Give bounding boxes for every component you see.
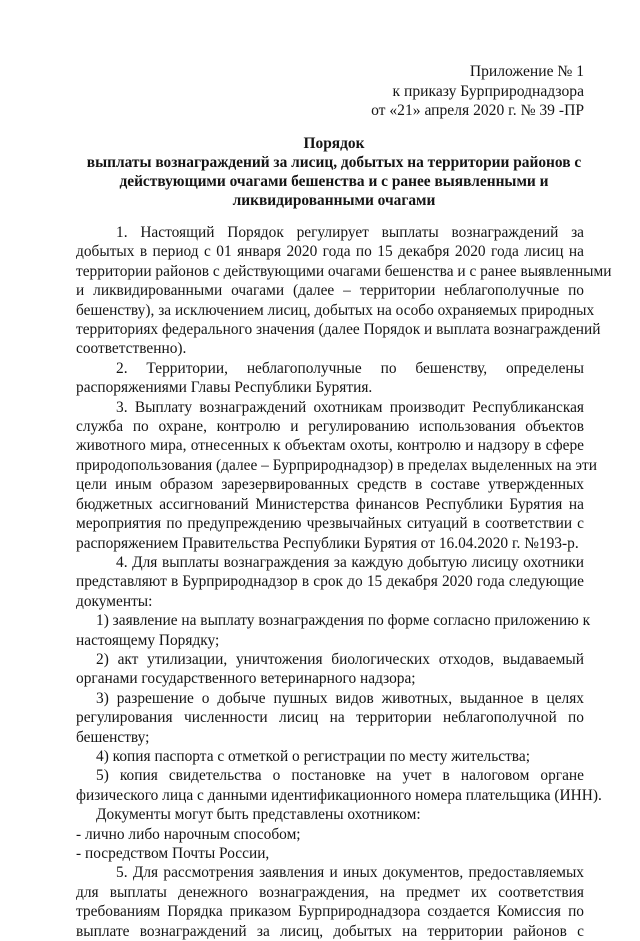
- paragraph-3: [76, 398, 597, 553]
- document-body: [76, 223, 612, 941]
- paragraph-line: 5. Для рассмотрения заявления и иных документов, предоставляемых: [116, 864, 584, 882]
- document-item-4: [76, 747, 584, 766]
- paragraph-line: соответственно).: [76, 340, 187, 358]
- item-line: бешенству;: [76, 728, 150, 746]
- paragraph-line: добытых в период с 01 января 2020 года по 15 декабря 2020 года лисиц на: [76, 243, 584, 261]
- document-title: [76, 134, 592, 210]
- paragraph-line: 4. Для выплаты вознаграждения за каждую добытую лисицу охотники: [116, 553, 584, 571]
- paragraph-line: мероприятия по предупреждению чрезвычайных ситуаций в соответствии с: [76, 515, 584, 533]
- item-line: физического лица с данными идентификационного номера плательщика (ИНН).: [76, 786, 602, 804]
- document-item-5: [76, 766, 602, 805]
- item-line: 3) разрешение о добыче пушных видов животных, выданное в целях: [96, 689, 584, 707]
- paragraph-line: служба по охране, контролю и регулированию использования объектов: [76, 418, 584, 436]
- paragraph-line: бюджетных ассигнований Министерства финансов Республики Бурятия на: [76, 495, 584, 513]
- document-item-2: [76, 650, 584, 689]
- document-item-3: [76, 689, 584, 747]
- item-line: 1) заявление на выплату вознаграждения по форме согласно приложению к: [96, 612, 591, 630]
- paragraph-line: цели иным образом зарезервированных средств в составе утвержденных: [76, 476, 584, 494]
- order-reference: к приказу Бурприроднадзора: [392, 83, 584, 100]
- paragraph-line: для выплаты денежного вознаграждения, на предмет их соответствия: [76, 883, 584, 901]
- document-item-1: [76, 611, 591, 650]
- paragraph-line: территориях федерального значения (далее Порядок и выплата вознаграждений: [76, 321, 601, 339]
- paragraph-line: бешенству), за исключением лисиц, добытых на особо охраняемых природных: [76, 301, 595, 319]
- paragraph-line: документы:: [76, 592, 153, 610]
- item-line: 4) копия паспорта с отметкой о регистрации по месту жительства;: [96, 747, 530, 765]
- item-line: регулирования численности лисиц на территории неблагополучной по: [76, 709, 584, 727]
- paragraph-line: распоряжениями Главы Республики Бурятия.: [76, 379, 373, 397]
- paragraph-line: 1. Настоящий Порядок регулирует выплаты вознаграждений за: [116, 224, 584, 241]
- title-line-1: Порядок: [303, 135, 365, 152]
- paragraph-line: и ликвидированными очагами (далее – территории неблагополучные по: [76, 282, 584, 300]
- item-line: 2) акт утилизации, уничтожения биологических отходов, выдаваемый: [96, 650, 584, 668]
- paragraph-1: [76, 223, 612, 359]
- title-line-3: действующими очагами бешенства и с ранее выявленными и: [119, 173, 549, 190]
- paragraph-2: [76, 359, 584, 398]
- title-line-2: выплаты вознаграждений за лисиц, добытых на территории районов с: [86, 154, 582, 171]
- order-date-number: от «21» апреля 2020 г. № 39 -ПР: [371, 102, 584, 119]
- paragraph-line: требованиям Порядка приказом Бурприроднадзора создается Комиссия по: [76, 903, 584, 921]
- paragraph-line: 3. Выплату вознаграждений охотникам производит Республиканская: [116, 398, 584, 416]
- paragraph-line: территории районов с действующими очагами бешенства и с ранее выявленными: [76, 262, 612, 280]
- paragraph-line: распоряжением Правительства Республики Бурятия от 16.04.2020 г. №193-р.: [76, 534, 579, 552]
- item-line: настоящему Порядку;: [76, 631, 220, 649]
- paragraph-line: 2. Территории, неблагополучные по бешенству, определены: [116, 359, 584, 377]
- paragraph-5: [76, 863, 584, 941]
- appendix-label: Приложение № 1: [469, 63, 584, 80]
- item-line: органами государственного ветеринарного надзора;: [76, 670, 416, 688]
- paragraph-line: представляют в Бурприроднадзор в срок до 15 декабря 2020 года следующие: [76, 573, 584, 591]
- paragraph-4: [76, 553, 584, 611]
- title-line-4: ликвидированными очагами: [232, 192, 436, 209]
- submission-method-post: - посредством Почты России,: [76, 845, 270, 862]
- submission-methods-intro: Документы могут быть представлены охотником:: [96, 806, 421, 824]
- paragraph-line: природопользования (далее – Бурприроднадзор) в пределах выделенных на эти: [76, 456, 597, 474]
- item-line: 5) копия свидетельства о постановке на учет в налоговом органе: [96, 767, 584, 785]
- submission-method-in-person: - лично либо нарочным способом;: [76, 825, 301, 843]
- paragraph-line: животного мира, отнесенных к объектам охоты, контролю и надзору в сфере: [76, 437, 584, 455]
- paragraph-line: выплате вознаграждений за лисиц, добытых на территории районов с: [76, 922, 584, 940]
